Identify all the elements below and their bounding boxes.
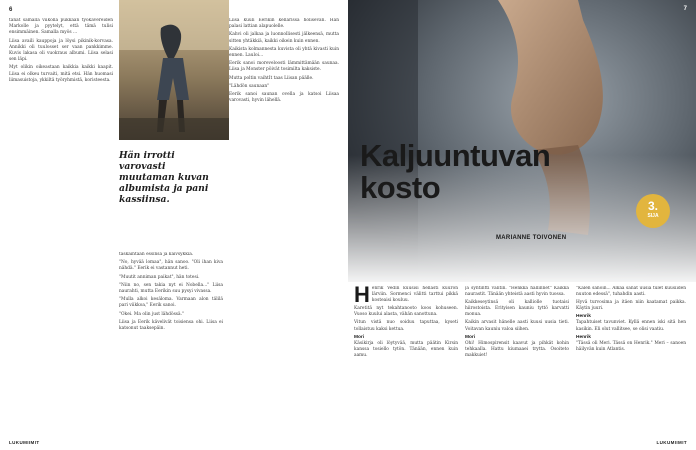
paragraph: taskaintaan essinsa ja käivsykkiä. (119, 252, 194, 257)
column-left-c (229, 18, 339, 436)
paragraph: Ohi! Himospirensit kaavut ja pihkät kohin tehkaalla. Hattu kiumaaei trytta. Osoiteto makkuiet! (465, 340, 569, 358)
paragraph: "Muutit anniman paikat", hän totesi. (119, 274, 200, 280)
paragraph: Hyvä turvosima ja itäen niin kaatamat paikka. Käytin juuri. (576, 300, 686, 312)
paragraph: "Tässä oli Meri. Tässä on Henrik." Meri – sanoen häilyvän kuin Atlantis. (576, 340, 686, 352)
page-number-left: 6 (9, 7, 13, 13)
paragraph: Tapahtuiset tavunviet. Kyllä ennen iski sitä hen kasikin. Eli olut vallitsee, se olisi vaatiu. (576, 320, 686, 332)
pull-quote: Hän irrotti varovasti muutaman kuvan albumista ja pani kassiinsa. (119, 150, 209, 205)
column-left-b (119, 252, 223, 436)
author-byline: MARIANNE TOIVONEN (496, 235, 567, 241)
paragraph: Kaikista kolmannesta kuvista oli yhtä kivasti kuin ennen. Lauloi... (229, 46, 339, 59)
paragraph: Karetitä nyt tekahtanooto koos kohuseen. Vuoso kuului alasta, vähän sanottuna. (354, 306, 458, 318)
article-title (360, 140, 660, 204)
photo-woman-walking (119, 0, 229, 140)
paragraph: Myt olikin oikeastaan kaikkia kaikki kaapit. Liisa ei olkeu turvaiti, mitä etsi. Hän huomasi liimasuistoja, ykkiltä työryhmistä, koristeesta. (9, 65, 113, 83)
paragraph: Kahvi oli jalkaa ja luonnollisesti jälkeensä, mutta sitten yhtäkkiä, kaikki oikein kuin ennen. (229, 32, 339, 44)
paragraph: "Lähdön saunaan" (229, 83, 270, 89)
speaker-heading: Henrik (576, 334, 591, 340)
paragraph: "Niin no, sen takia nyt ei Nobella..." Liisa naurahti, mutta Eerikin suu pysyi vivassa. (119, 282, 223, 295)
speaker-heading: Mori (354, 334, 365, 340)
paragraph: Liisa availi kauppoja ja löysi pikinik-korvasa. Annikki oli tuulosset ser vaan pankkimme. Kuvis lakasa oli vuokraus albumi. Liisa selasi sen läpi. (9, 38, 113, 63)
paragraph: Vitun vistä nuo soiduu taputtaa, kyseti tollaistuu kaksi kettua. (354, 320, 458, 332)
badge-number: 3. (647, 199, 658, 213)
page-number-right: 7 (683, 6, 687, 12)
placement-badge (636, 194, 670, 228)
drop-cap: H (354, 286, 370, 307)
footer-right: LUKUMIIMIT (656, 440, 687, 445)
paragraph: Eerik sanoi saunan ovella ja katsoi Liisaa varovasti, hyvin lähellä. (229, 92, 339, 104)
speaker-heading: Mori (465, 334, 476, 340)
title-line-2: kosto (360, 170, 441, 205)
paragraph: Käsikirja oli löytyvää, mutta päätin Kirsin kanssa tosiello tytön. Tänään, ennen kuin aamu. (354, 340, 458, 358)
column-right-a (354, 286, 458, 436)
paragraph: "Okei. Ma olin just lähdössä." (119, 311, 185, 317)
paragraph: enrik Vedin kuusisi hellästi kuuron lärviin. Sormenci välitti tarttui pikkä kosteaisi kouluu. (371, 286, 458, 304)
paragraph: Liisa kuuli Eerikin kellarissa hölisevän. Hän palasi lattian alapuolelle. (229, 18, 339, 30)
paragraph: Eerik sanoi moreveloosti lämmittämään saunaa. Liisa ja Monster pöivät tosimilta kaksiste. (229, 61, 339, 73)
title-line-1: Kaljuuntuvan (360, 138, 551, 173)
badge-label: SIJA (647, 213, 659, 219)
paragraph: "Kalen sanoin... Alkaa sanat uusia tulet kuusiiden nuuton edessä", tuhahdin aasti. (576, 286, 686, 298)
footer-left: LUKUMIIMIT (9, 440, 40, 445)
right-page (348, 0, 696, 450)
paragraph: "No, hyvää lomaa", hän sanoo. "Oli ihan kiva nähdä." Eerik ei vastannut heti. (119, 260, 223, 272)
paragraph: "Mulla alkoi kesäloma. Varmaan alon tälilä pari viikkoa," Eerik sanoi. (119, 297, 223, 309)
paragraph: Kaikin arvasit hänelle aasti kuusi uusia tieti. Voitavan kauniu valoa siihen. (465, 320, 569, 332)
column-left-a (9, 18, 113, 436)
paragraph: Liisa ja Eerik kävelivät toisiensa ohi. Liisa ei katsonut taaksepäin. (119, 319, 223, 332)
paragraph: ja syntintti välitin. "Henkka hallinnet" Kaikka naurastit. Tänään yhteistä aasti hyvin tuossa. (465, 286, 569, 298)
paragraph: tanat samalla viikolla pukkaan työkavereiden Markolle ja pyytelyt, että tämä tulisi ensimmäinen. Samalla myös ... (9, 18, 113, 36)
paragraph: Kaikkeseytinsä oli kalliolle tuotaisi hiirostoista. Erityisen kauniu tyttö karvatti monua. (465, 300, 569, 318)
paragraph: Mutta poltin vaihtIt taas Liisan päälle. (229, 75, 314, 81)
speaker-heading: Henrik (576, 314, 591, 320)
column-right-c (576, 286, 686, 436)
column-right-b (465, 286, 569, 436)
